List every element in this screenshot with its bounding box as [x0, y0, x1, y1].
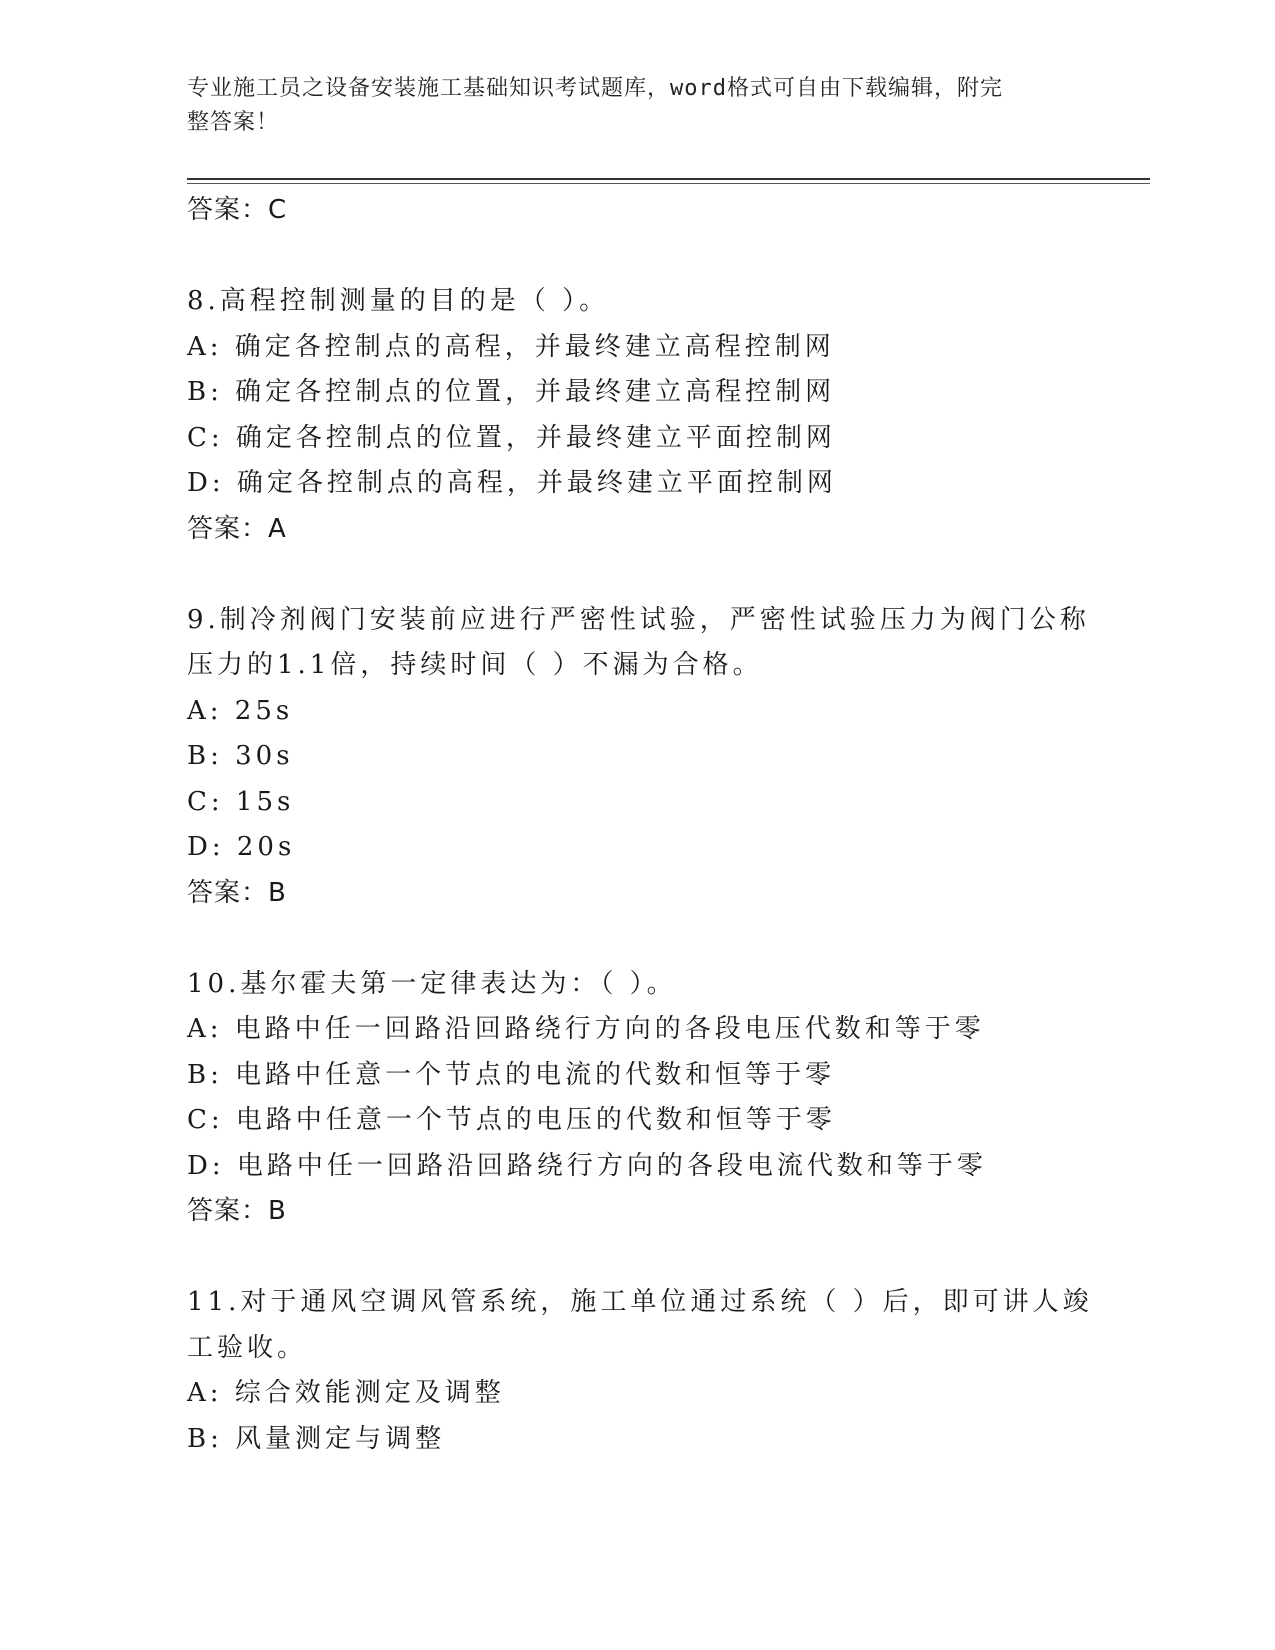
answer-line: 答案：A [187, 513, 287, 544]
question-block [187, 1280, 1093, 1462]
question-block [187, 962, 1087, 1235]
option-a: A: 25s [187, 695, 294, 726]
question-stem-continued: 工验收。 [187, 1332, 308, 1363]
spacer [187, 916, 1087, 962]
option-a: A: 电路中任一回路沿回路绕行方向的各段电压代数和等于零 [187, 1014, 985, 1044]
option-c: C: 确定各控制点的位置，并最终建立平面控制网 [187, 422, 836, 453]
spacer [187, 1235, 1087, 1281]
option-b: B: 电路中任意一个节点的电流的代数和恒等于零 [187, 1059, 836, 1090]
option-c: C: 15s [187, 786, 295, 817]
question-stem: 11.对于通风空调风管系统，施工单位通过系统（ ）后，即可讲人竣 [187, 1287, 1093, 1317]
header-line-2: 整答案！ [187, 110, 280, 135]
spacer [187, 552, 1087, 598]
question-block [187, 279, 1087, 552]
question-list [187, 188, 1093, 1462]
option-b: B: 30s [187, 741, 294, 771]
answer-line: 答案：B [187, 1196, 287, 1226]
answer-line: 答案：B [187, 877, 287, 908]
answer-line: 答案：C [187, 195, 288, 225]
header-line-1: 专业施工员之设备安装施工基础知识考试题库，word格式可自由下载编辑，附完 [187, 76, 1003, 101]
option-d: D: 20s [187, 832, 296, 862]
question-stem: 9.制冷剂阀门安装前应进行严密性试验，严密性试验压力为阀门公称 [187, 604, 1090, 635]
spacer [187, 234, 1087, 280]
question-stem: 8.高程控制测量的目的是（ ）。 [187, 286, 610, 316]
question-stem: 10.基尔霍夫第一定律表达为：（ ）。 [187, 968, 677, 999]
document-header [187, 72, 1067, 140]
header-divider-thick [187, 178, 1150, 180]
option-a: A: 综合效能测定及调整 [187, 1378, 505, 1408]
option-b: B: 风量测定与调整 [187, 1423, 446, 1454]
question-block [187, 598, 1090, 917]
header-divider-thin [187, 183, 1150, 184]
option-d: D: 确定各控制点的高程，并最终建立平面控制网 [187, 468, 837, 498]
option-d: D: 电路中任一回路沿回路绕行方向的各段电流代数和等于零 [187, 1150, 987, 1181]
option-b: B: 确定各控制点的位置，并最终建立高程控制网 [187, 377, 836, 407]
option-a: A: 确定各控制点的高程，并最终建立高程控制网 [187, 331, 835, 362]
question-stem-continued: 压力的1.1倍，持续时间（ ）不漏为合格。 [187, 650, 763, 680]
option-c: C: 电路中任意一个节点的电压的代数和恒等于零 [187, 1105, 836, 1135]
